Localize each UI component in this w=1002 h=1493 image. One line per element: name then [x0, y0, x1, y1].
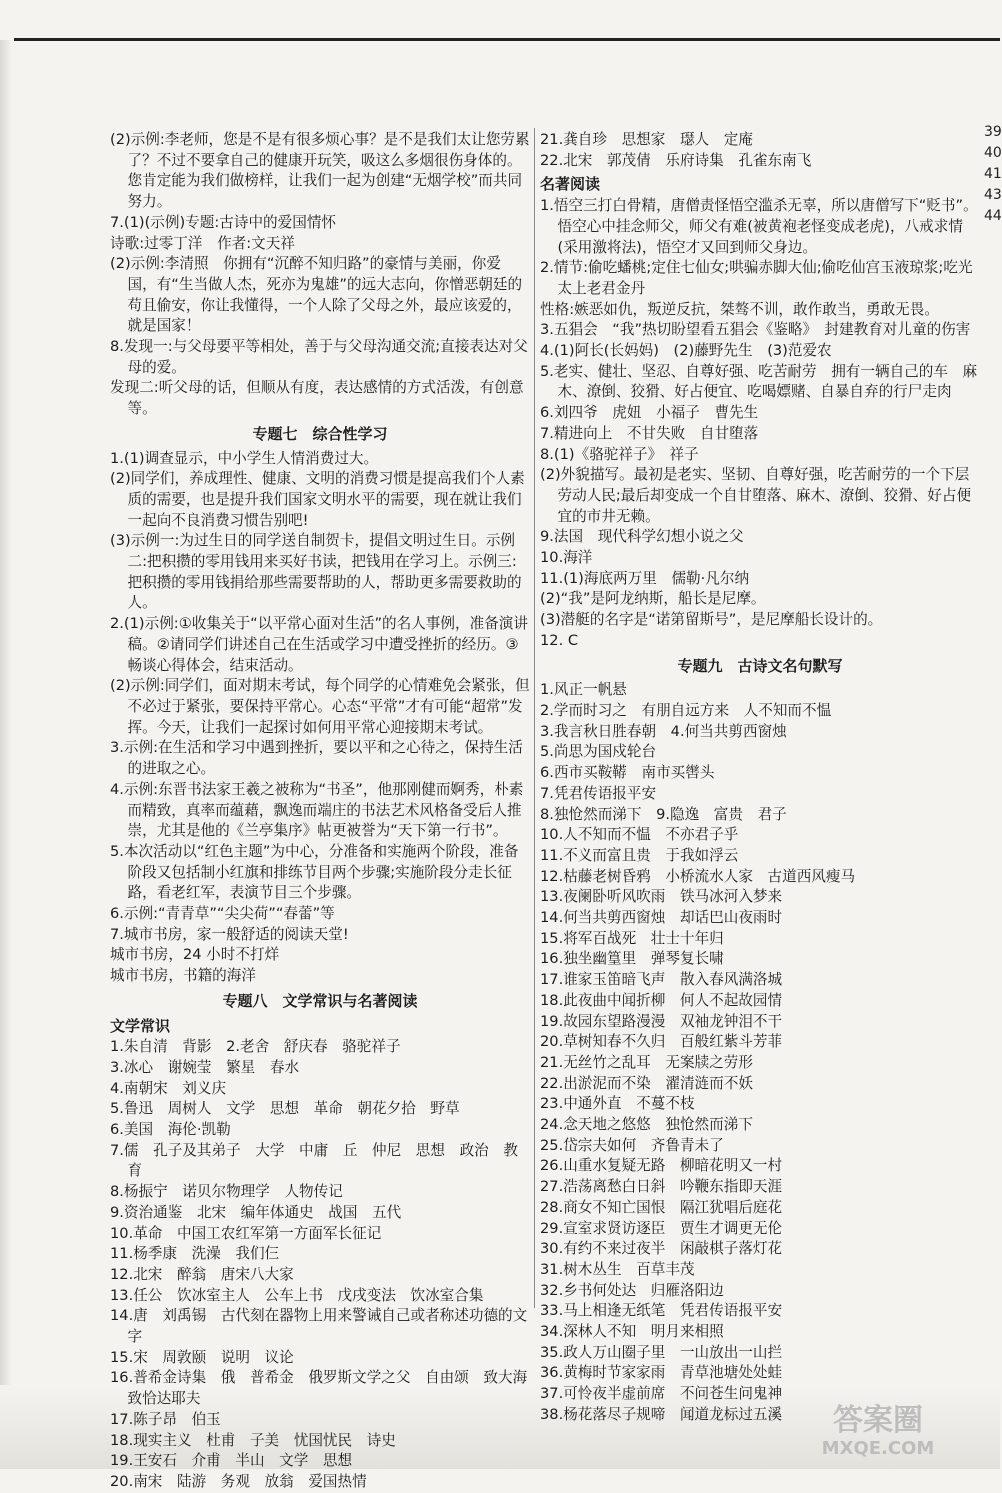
section-title-8: 专题八 文学常识与名著阅读: [222, 991, 418, 1010]
literature-item: 7.儒 孔子及其弟子 大学 中庸 丘 仲尼 思想 政治 教育: [110, 1141, 518, 1180]
literature-item: 5.鲁迅 周树人 文学 思想 革命 朝花夕拾 野草: [110, 1100, 460, 1118]
literature-item: 21.龚自珍 思想家 璱人 定庵: [540, 131, 753, 148]
poem-item: 18.此夜曲中闻折柳 何人不起故园情: [540, 991, 783, 1009]
literature-item: 19.王安石 介甫 半山 文学 思想: [110, 1452, 353, 1470]
page-binding-shadow: [0, 40, 12, 1420]
next-page-edge-numbers: [984, 122, 1002, 227]
literature-item: 6.美国 海伦·凯勒: [110, 1121, 231, 1139]
subsection-title-famous-works: 名著阅读: [540, 175, 601, 194]
answer-line: 3.示例:在生活和学习中遇到挫折，要以平和之心待之，保持生活的进取之心。: [110, 739, 523, 778]
section-title-7: 专题七 综合性学习: [252, 424, 388, 443]
poem-item: 24.念天地之悠悠 独怆然而涕下: [540, 1116, 753, 1134]
poem-item: 19.故园东望路漫漫 双袖龙钟泪不干: [540, 1012, 783, 1030]
famous-work-item: 性格:嫉恶如仇，叛逆反抗，桀骜不训，敢作敢当，勇敢无畏。: [540, 300, 939, 318]
column-divider: [534, 128, 535, 1308]
poem-item: 32.乡书何处达 归雁洛阳边: [540, 1281, 724, 1299]
edge-number: 44: [984, 208, 1002, 224]
famous-work-item: 12. C: [540, 631, 579, 649]
watermark-sub: MXQE.COM: [821, 1438, 935, 1459]
poem-item: 14.何当共剪西窗烛 却话巴山夜雨时: [540, 909, 783, 927]
literature-item: 18.现实主义 杜甫 子美 忧国忧民 诗史: [110, 1431, 396, 1449]
literature-item: 4.南朝宋 刘义庆: [110, 1079, 227, 1097]
famous-work-item: 11.(1)海底两万里 儒勒·凡尔纳: [540, 569, 750, 587]
famous-work-item: 1.悟空三打白骨精，唐僧责怪悟空滥杀无辜，所以唐僧写下“贬书”。悟空心中挂念师父，师父有难(被黄袍老怪变成老虎)，八戒求情(采用激将法)，悟空才又回到师父身边。: [540, 197, 978, 256]
literature-item: 16.普希金诗集 俄 普希金 俄罗斯文学之父 自由颂 致大海 致恰达耶夫: [110, 1369, 542, 1408]
answer-line: (2)示例:李清照 你拥有“沉醉不知归路”的豪情与美丽，你爱国，有“生当做人杰，死亦为鬼雄”的远大志向，你憎恶朝廷的苟且偷安，你让我懂得，一个人除了父母之外，最应该爱的，就是国家！: [110, 255, 523, 335]
poem-item: 1.风正一帆悬: [540, 681, 627, 699]
literature-item: 20.南宋 陆游 务观 放翁 爱国热情: [110, 1473, 367, 1490]
top-rule: [14, 38, 1000, 41]
answer-line: 7.城市书房，家一般舒适的阅读天堂!: [110, 925, 349, 943]
famous-work-item: 8.(1)《骆驼祥子》 祥子: [540, 445, 699, 463]
answer-line: 6.示例:“青青草”“尖尖荷”“春蕾”等: [110, 905, 335, 923]
literature-item: 11.杨季康 洗澡 我们仨: [110, 1245, 280, 1263]
edge-number: 39: [984, 124, 1002, 140]
famous-work-item: (3)潜艇的名字是“诺第留斯号”，是尼摩船长设计的。: [540, 611, 883, 629]
literature-item: 8.杨振宁 诺贝尔物理学 人物传记: [110, 1183, 343, 1201]
answer-line: 城市书房，书籍的海洋: [110, 967, 256, 985]
poem-item: 7.凭君传语报平安: [540, 784, 657, 802]
poem-item: 3.我言秋日胜春朝 4.何当共剪西窗烛: [540, 722, 787, 740]
literature-item: 10.革命 中国工农红军第一方面军长征记: [110, 1224, 382, 1242]
left-column: [110, 130, 542, 1493]
answer-line: 1.(1)调查显示，中小学生人情消费过大。: [110, 449, 379, 467]
poem-item: 26.山重水复疑无路 柳暗花明又一村: [540, 1157, 783, 1175]
watermark-main: 答案圈: [833, 1403, 923, 1438]
famous-work-item: (2)“我”是阿龙纳斯，船长是尼摩。: [540, 590, 766, 608]
answer-line: 5.本次活动以“红色主题”为中心，分准备和实施两个阶段，准备阶段又包括制小红旗和排练节目两个步骤;实施阶段分走长征路，看老红军，表演节目三个步骤。: [110, 842, 519, 902]
literature-item: 13.任公 饮冰室主人 公车上书 戊戌变法 饮冰室合集: [110, 1286, 484, 1304]
right-column: [540, 130, 980, 1426]
poem-item: 21.无丝竹之乱耳 无案牍之劳形: [540, 1053, 753, 1071]
answer-site-watermark: [778, 1400, 978, 1460]
poem-item: 28.商女不知亡国恨 隔江犹唱后庭花: [540, 1198, 783, 1216]
literature-item: 1.朱自清 背影 2.老舍 舒庆春 骆驼祥子: [110, 1038, 401, 1056]
poem-item: 35.政人万山圈子里 一山放出一山拦: [540, 1343, 783, 1361]
poem-item: 12.枯藤老树昏鸦 小桥流水人家 古道西风瘦马: [540, 867, 856, 885]
answer-line: (2)同学们，养成理性、健康、文明的消费习惯是提高我们个人素质的需要，也是提升我们国家文明水平的需要，现在就让我们一起向不良消费习惯告别吧!: [110, 470, 525, 529]
poem-item: 34.深林人不知 明月来相照: [540, 1323, 724, 1341]
edge-number: 41: [984, 166, 1002, 182]
edge-number: 40: [984, 145, 1002, 161]
poem-item: 33.马上相逢无纸笔 凭君传语报平安: [540, 1302, 783, 1320]
famous-work-item: 10.海洋: [540, 549, 593, 567]
famous-work-item: 2.情节:偷吃蟠桃;定住七仙女;哄骗赤脚大仙;偷吃仙宫玉液琼浆;吃光太上老君金丹: [540, 259, 973, 297]
edge-number: 43: [984, 187, 1002, 203]
poem-item: 6.西市买鞍鞯 南市买辔头: [540, 764, 715, 782]
poem-item: 15.将军百战死 壮士十年归: [540, 929, 724, 947]
poem-item: 23.中通外直 不蔓不枝: [540, 1095, 695, 1113]
literature-item: 12.北宋 醉翁 唐宋八大家: [110, 1265, 294, 1283]
literature-item: 17.陈子昂 伯玉: [110, 1410, 221, 1428]
answer-line: (3)示例一:为过生日的同学送自制贺卡，提倡文明过生日。示例二:把积攒的零用钱用来买好书读，把钱用在学习上。示例三:把积攒的零用钱捐给那些需要帮助的人，帮助更多需要救助的人。: [110, 532, 522, 612]
literature-item: 14.唐 刘禹锡 古代刻在器物上用来警诫自己或者称述功德的文字: [110, 1307, 528, 1346]
poem-item: 10.人不知而不愠 不亦君子乎: [540, 826, 739, 844]
section-title-9: 专题九 古诗文名句默写: [677, 656, 843, 675]
poem-item: 29.宣室求贤访逐臣 贾生才调更无伦: [540, 1219, 783, 1237]
answer-line: 8.发现一:与父母要平等相处，善于与父母沟通交流;直接表达对父母的爱。: [110, 338, 528, 376]
poem-item: 27.浩荡离愁白日斜 吟鞭东指即天涯: [540, 1178, 783, 1196]
answer-line: 城市书房，24 小时不打烊: [110, 946, 280, 964]
famous-work-item: 5.老实、健壮、坚忍、自尊好强、吃苦耐劳 拥有一辆自己的车 麻木、潦倒、狡猾、好占便宜、吃喝嫖赌、自暴自弃的行尸走肉: [540, 362, 978, 401]
poem-item: 17.谁家玉笛暗飞声 散入春风满洛城: [540, 971, 783, 989]
answer-line: (2)示例:同学们，面对期末考试，每个同学的心情难免会紧张，但不必过于紧张，要保持平常心。心态“平常”才有可能“超常”发挥。今天，让我们一起探讨如何用平常心迎接期末考试。: [110, 677, 530, 736]
poem-item: 22.出淤泥而不染 濯清涟而不妖: [540, 1074, 753, 1092]
poem-item: 8.独怆然而涕下 9.隐逸 富贵 君子: [540, 805, 787, 823]
poem-item: 13.夜阑卧听风吹雨 铁马冰河入梦来: [540, 888, 783, 906]
poem-item: 30.有约不来过夜半 闲敲棋子落灯花: [540, 1240, 783, 1258]
poem-item: 2.学而时习之 有朋自远方来 人不知而不愠: [540, 701, 832, 719]
poem-item: 16.独坐幽篁里 弹琴复长啸: [540, 950, 724, 968]
literature-item: 3.冰心 谢婉莹 繁星 春水: [110, 1058, 300, 1076]
poem-item: 37.可怜夜半虚前席 不问苍生问鬼神: [540, 1385, 783, 1403]
famous-work-item: 9.法国 现代科学幻想小说之父: [540, 528, 744, 546]
poem-item: 31.树木丛生 百草丰茂: [540, 1260, 695, 1278]
poem-item: 36.黄梅时节家家雨 青草池塘处处蛙: [540, 1364, 783, 1382]
literature-item: 15.宋 周敦颐 说明 议论: [110, 1348, 294, 1366]
poem-item: 5.尚思为国戍轮台: [540, 743, 657, 761]
famous-work-item: 6.刘四爷 虎妞 小福子 曹先生: [540, 404, 759, 422]
poem-item: 25.岱宗夫如何 齐鲁青未了: [540, 1136, 724, 1154]
famous-work-item: 4.(1)阿长(长妈妈) (2)藤野先生 (3)范爱农: [540, 342, 832, 360]
answer-line: 4.示例:东晋书法家王羲之被称为“书圣”，他那刚健而婀秀，朴素而精致，真率而蕴藉，飘逸而端庄的书法艺术风格备受后人推崇，尤其是他的《兰亭集序》帖更被誉为“天下第一行书”。: [110, 780, 524, 840]
answer-line: (2)示例:李老师，您是不是有很多烦心事？是不是我们太让您劳累了？不过不要拿自己的健康开玩笑，吸这么多烟很伤身体的。您肯定能为我们做榜样，让我们一起为创建“无烟学校”而共同努力。: [110, 131, 530, 211]
answer-line: 发现二:听父母的话，但顺从有度，表达感情的方式活泼，有创意等。: [110, 379, 524, 418]
literature-item: 22.北宋 郭茂倩 乐府诗集 孔雀东南飞: [540, 151, 812, 169]
answer-line: 2.(1)示例:①收集关于“以平常心面对生活”的名人事例，准备演讲稿。②请同学们讲述自己在生活或学习中遭受挫折的经历。③畅谈心得体会，结束活动。: [110, 615, 528, 674]
answer-line: 诗歌:过零丁洋 作者:文天祥: [110, 234, 295, 252]
subsection-title-literature: 文学常识: [110, 1016, 171, 1035]
famous-work-item: 3.五猖会 “我”热切盼望看五猖会《鉴略》 封建教育对儿童的伤害: [540, 321, 971, 339]
literature-item: 9.资治通鉴 北宋 编年体通史 战国 五代: [110, 1203, 402, 1221]
famous-work-item: 7.精进向上 不甘失败 自甘堕落: [540, 424, 759, 442]
poem-item: 11.不义而富且贵 于我如浮云: [540, 846, 739, 864]
answer-line: 7.(1)(示例)专题:古诗中的爱国情怀: [110, 213, 337, 231]
poem-item: 20.草树知春不久归 百般红紫斗芳菲: [540, 1033, 783, 1051]
famous-work-item: (2)外貌描写。最初是老实、坚韧、自尊好强，吃苦耐劳的一个下层劳动人民;最后却变成一个自甘堕落、麻木、潦倒、狡猾、好占便宜的市井无赖。: [540, 466, 972, 525]
poem-item: 38.杨花落尽子规啼 闻道龙标过五溪: [540, 1405, 783, 1423]
